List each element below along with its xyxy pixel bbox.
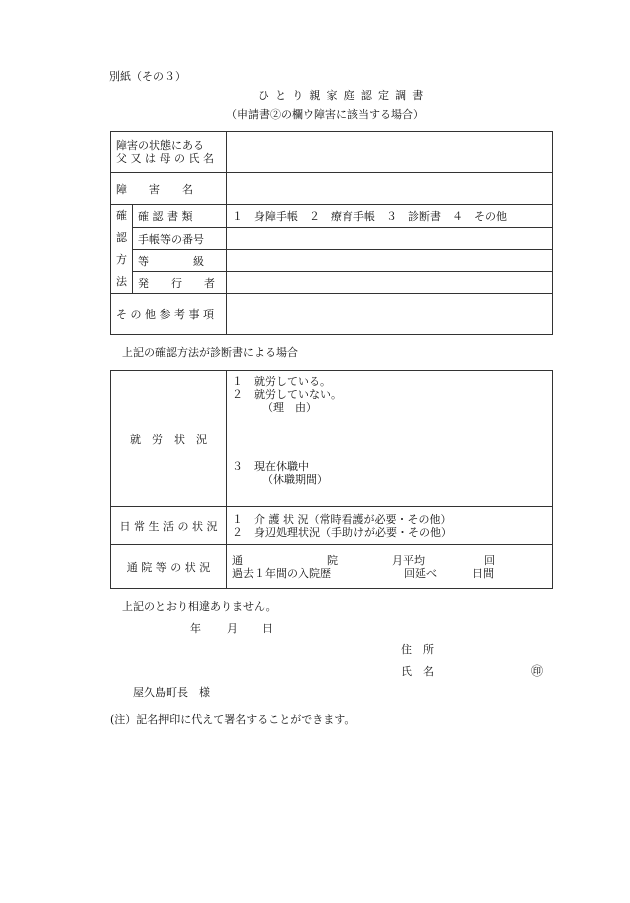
issuer-field[interactable] [227, 272, 553, 294]
section-note: 上記の確認方法が診断書による場合 [122, 346, 298, 359]
other-notes-label: そ の 他 参 考 事 項 [111, 294, 227, 335]
method-char-4: 法 [116, 275, 127, 288]
date-year-label: 年 [190, 622, 201, 635]
seal-icon: ㊞ [531, 664, 544, 678]
other-notes-field[interactable] [227, 294, 553, 335]
parent-name-field[interactable] [227, 132, 553, 173]
notebook-number-field[interactable] [227, 228, 553, 250]
parent-name-label-line2: 父 又 は 母 の 氏 名 [116, 152, 214, 165]
parent-name-label-cell [111, 132, 227, 173]
addressee: 屋久島町長 様 [133, 686, 210, 699]
work-reason-label: （理 由） [262, 401, 317, 414]
name-label: 氏 名 [401, 665, 434, 678]
times-label: 回 [484, 553, 495, 567]
footnote: (注）記名押印に代えて署名することができます。 [110, 713, 356, 726]
diagnosis-table [110, 370, 553, 589]
parent-info-table [110, 131, 553, 335]
certification-statement: 上記のとおり相違ありません。 [122, 600, 277, 613]
work-status-field[interactable] [227, 371, 553, 507]
date-month-label: 月 [227, 622, 238, 635]
care-status-line: １ 介 護 状 況（常時看護が必要・その他） [232, 512, 452, 526]
grade-field[interactable] [227, 250, 553, 272]
method-char-3: 方 [116, 253, 127, 266]
daily-life-field[interactable] [227, 507, 553, 545]
visit-char-a: 通 [232, 553, 243, 567]
admission-days-label: 日間 [472, 566, 494, 580]
method-char-2: 認 [116, 231, 127, 244]
attachment-label: 別紙（その３） [109, 70, 186, 83]
work-status-label: 就 労 状 況 [111, 371, 227, 507]
doc-type-label: 確 認 書 類 [133, 205, 227, 228]
leave-period-label: （休職期間） [262, 473, 328, 486]
self-care-status-line: ２ 身辺処理状況（手助けが必要・その他） [232, 525, 452, 539]
address-label: 住 所 [401, 643, 434, 656]
doc-type-options[interactable]: １ 身障手帳 ２ 療育手帳 ３ 診断書 ４ その他 [227, 205, 553, 228]
admission-history-label: 過去１年間の入院歴 [232, 566, 331, 580]
issuer-label: 発 行 者 [133, 272, 227, 294]
confirmation-method-label [111, 205, 133, 294]
daily-life-label: 日 常 生 活 の 状 況 [111, 507, 227, 545]
method-char-1: 確 [116, 209, 127, 222]
document-title: ひ と り 親 家 庭 認 定 調 書 [258, 89, 425, 102]
visit-char-b: 院 [327, 553, 338, 567]
grade-label: 等 級 [133, 250, 227, 272]
date-day-label: 日 [262, 622, 273, 635]
hospital-visit-field[interactable] [227, 545, 553, 589]
monthly-average-label: 月平均 [392, 553, 425, 567]
notebook-number-label: 手帳等の番号 [133, 228, 227, 250]
document-subtitle: （申請書②の欄ウ障害に該当する場合） [226, 108, 424, 121]
work-option-on-leave: ３ 現在休職中 [232, 460, 309, 473]
hospital-visit-label: 通 院 等 の 状 況 [111, 545, 227, 589]
disability-name-field[interactable] [227, 173, 553, 205]
work-option-not-working: ２ 就労していない。 [232, 388, 342, 401]
disability-name-label: 障 害 名 [111, 173, 227, 205]
work-option-working: １ 就労している。 [232, 375, 331, 388]
parent-name-label-line1: 障害の状態にある [116, 139, 204, 152]
admission-total-label: 回延べ [404, 566, 437, 580]
